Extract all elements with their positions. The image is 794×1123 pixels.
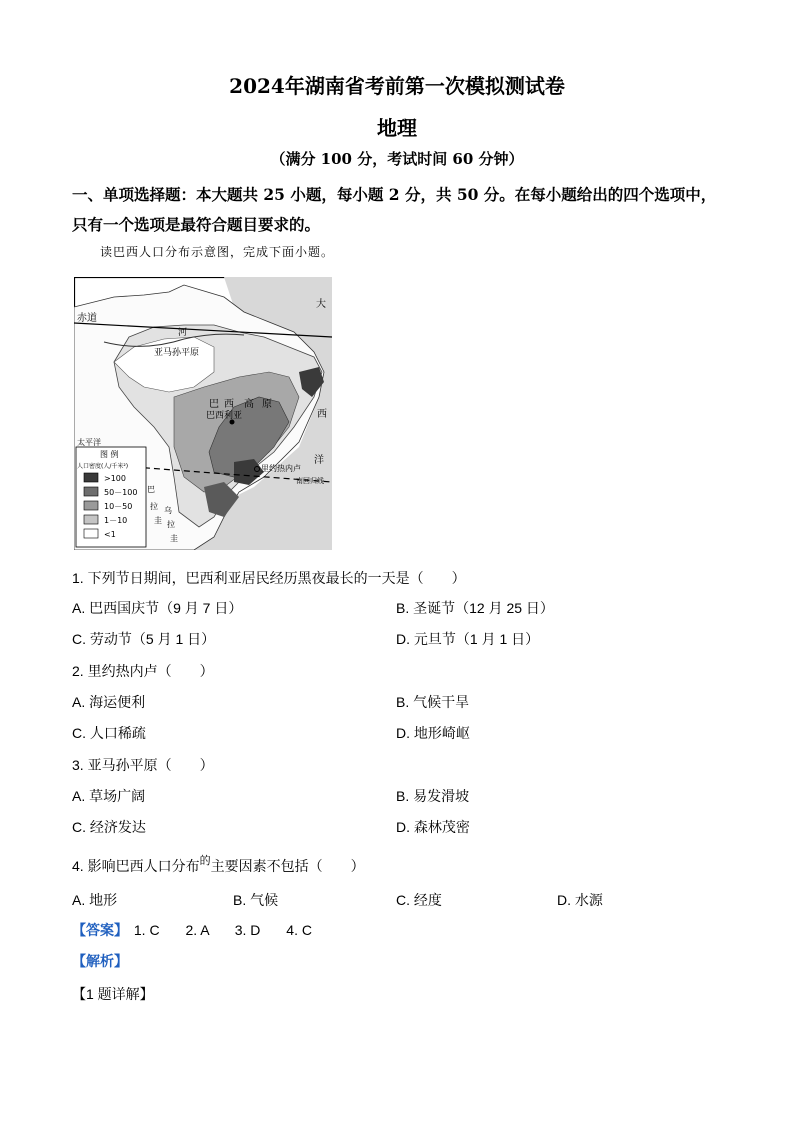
question-2-option-c[interactable]: C. 人口稀疏 xyxy=(72,725,146,741)
question-4-option-b[interactable]: B. 气候 xyxy=(233,892,279,908)
question-1-option-a[interactable]: A. 巴西国庆节（9 月 7 日） xyxy=(72,600,243,616)
answer-1: 1. C xyxy=(133,922,160,938)
label-yang: 洋 xyxy=(314,455,324,466)
answer-2: 2. A xyxy=(185,922,209,938)
question-1-option-b[interactable]: B. 圣诞节（12 月 25 日） xyxy=(396,600,554,616)
label-uru-3: 圭 xyxy=(170,534,178,543)
legend-label: 10－50 xyxy=(104,502,133,511)
legend-swatch xyxy=(84,473,98,482)
brazil-population-map xyxy=(74,277,332,550)
question-4-option-a[interactable]: A. 地形 xyxy=(72,892,118,908)
legend-swatch xyxy=(84,501,98,510)
label-uru-1: 乌 xyxy=(164,506,172,515)
question-1-stem: 1. 下列节日期间，巴西利亚居民经历黑夜最长的一天是（ ） xyxy=(72,570,466,586)
map-legend xyxy=(76,447,146,547)
section-heading-line1: 一、单项选择题：本大题共 25 小题，每小题 2 分，共 50 分。在每小题给出的四个选项中， xyxy=(72,185,717,204)
label-para-2: 拉 xyxy=(150,502,158,511)
exam-subject: 地理 xyxy=(377,116,417,140)
legend-label: 1－10 xyxy=(104,516,128,525)
question-2-option-a[interactable]: A. 海运便利 xyxy=(72,694,146,710)
exam-info: （满分 100 分，考试时间 60 分钟） xyxy=(270,150,524,168)
question-4-option-d[interactable]: D. 水源 xyxy=(557,892,603,908)
question-3-option-b[interactable]: B. 易发滑坡 xyxy=(396,788,470,804)
legend-swatch xyxy=(84,515,98,524)
legend-swatch xyxy=(84,487,98,496)
label-da: 大 xyxy=(316,299,326,310)
question-intro: 读巴西人口分布示意图，完成下面小题。 xyxy=(100,245,335,259)
question-2-option-b[interactable]: B. 气候干旱 xyxy=(396,694,470,710)
label-highland-1: 巴 xyxy=(209,399,219,410)
question-3-option-a[interactable]: A. 草场广阔 xyxy=(72,788,146,804)
label-uru-2: 拉 xyxy=(167,520,175,529)
question-1-option-d[interactable]: D. 元旦节（1 月 1 日） xyxy=(396,631,540,647)
detail-heading: 【1 题详解】 xyxy=(72,986,154,1002)
label-brasilia: 巴西利亚 xyxy=(206,411,243,421)
answer-line xyxy=(72,920,312,940)
legend-title: 图 例 xyxy=(100,450,119,459)
question-2-option-d[interactable]: D. 地形崎岖 xyxy=(396,725,470,741)
analysis-heading: 【解析】 xyxy=(72,953,128,969)
question-3-option-c[interactable]: C. 经济发达 xyxy=(72,819,146,835)
label-pacific: 太平洋 xyxy=(77,438,101,447)
question-3-stem: 3. 亚马孙平原（ ） xyxy=(72,757,214,773)
label-tropic: 南回归线 xyxy=(296,477,324,485)
label-river: 河 xyxy=(178,328,188,338)
answer-3: 3. D xyxy=(234,922,261,938)
label-highland-4: 原 xyxy=(262,399,272,410)
legend-unit: 人口密度(人/千米²) xyxy=(77,463,129,470)
legend-label: <1 xyxy=(104,530,116,539)
answer-4: 4. C xyxy=(286,922,312,938)
section-heading-line2: 只有一个选项是最符合题目要求的。 xyxy=(72,215,321,234)
answer-tag: 【答案】 xyxy=(72,922,128,938)
exam-title: 2024年湖南省考前第一次模拟测试卷 xyxy=(229,74,565,98)
legend-label: >100 xyxy=(104,474,126,483)
label-para-1: 巴 xyxy=(147,485,155,494)
question-3-option-d[interactable]: D. 森林茂密 xyxy=(396,819,470,835)
question-4-option-c[interactable]: C. 经度 xyxy=(396,892,442,908)
label-xi: 西 xyxy=(317,409,327,420)
label-amazon-plain: 亚马孙平原 xyxy=(154,348,200,358)
question-4-stem: 4. 影响巴西人口分布$^的$主要因素不包括（ ） xyxy=(72,855,365,874)
question-2-stem: 2. 里约热内卢（ ） xyxy=(72,663,214,679)
legend-swatch xyxy=(84,529,98,538)
label-equator: 赤道 xyxy=(77,313,97,324)
label-rio: 里约热内卢 xyxy=(261,464,301,473)
question-1-option-c[interactable]: C. 劳动节（5 月 1 日） xyxy=(72,631,216,647)
label-highland-3: 高 xyxy=(244,399,254,410)
legend-label: 50－100 xyxy=(104,488,138,497)
label-para-3: 圭 xyxy=(154,516,162,525)
label-highland-2: 西 xyxy=(224,399,234,410)
